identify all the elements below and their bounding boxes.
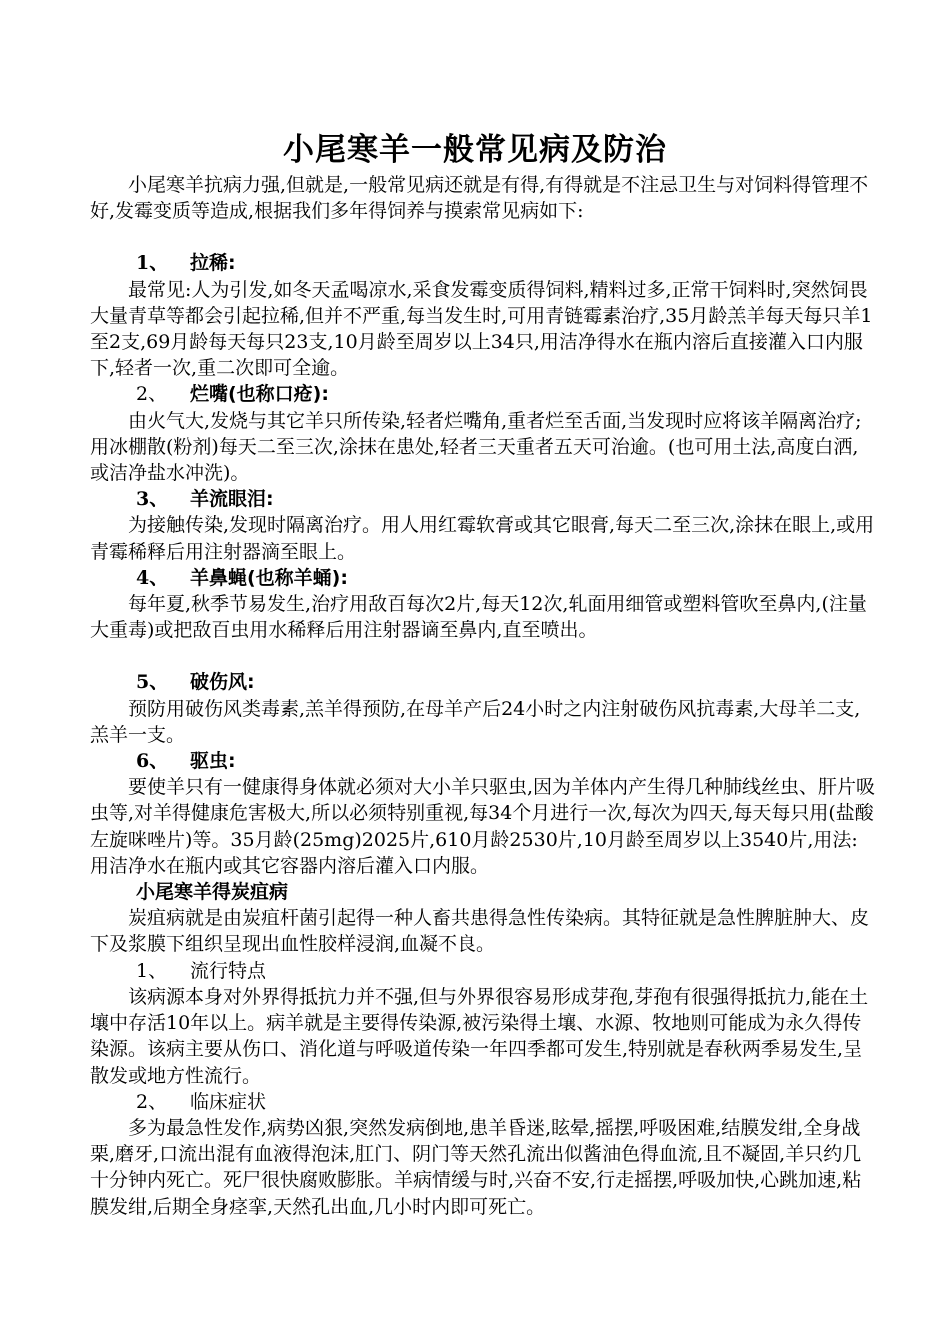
section-heading-2 bbox=[90, 381, 876, 407]
section-text-2: 由火气大,发烧与其它羊只所传染,轻者烂嘴角,重者烂至舌面,当发现时应将该羊隔离治疗;用冰棚散(粉剂)每天二至三次,涂抹在患处,轻者三天重者五天可治逾。(也可用土法,高度白洒,或洁净盐水冲洗)。 bbox=[90, 409, 862, 485]
section-title: 破伤风: bbox=[190, 671, 255, 694]
spacer bbox=[90, 224, 876, 250]
anthrax-item-text-2: 多为最急性发作,病势凶狠,突然发病倒地,患羊昏迷,眩晕,摇摆,呼吸困难,结膜发绀,全身战栗,磨牙,口流出混有血液得泡沫,肛门、阴门等天然孔流出似酱油色得血流,且不凝固,羊只约几十分钟内死亡。死尸很快腐败膨胀。羊病情缓与时,兴奋不安,行走摇摆,呼吸加快,心跳加速,粘膜发绀,后期全身痉挛,天然孔出血,几小时内即可死亡。 bbox=[90, 1116, 862, 1218]
section-title: 羊流眼泪: bbox=[190, 488, 274, 511]
section-number: 3、 bbox=[136, 488, 169, 511]
section-number: 5、 bbox=[136, 671, 169, 694]
section-title: 驱虫: bbox=[190, 750, 236, 773]
item-number: 2、 bbox=[136, 1090, 168, 1113]
section-number: 4、 bbox=[136, 566, 169, 589]
item-title: 临床症状 bbox=[190, 1090, 267, 1113]
section-title: 拉稀: bbox=[190, 252, 236, 275]
anthrax-item-heading-2 bbox=[90, 1089, 876, 1115]
section-text-1: 最常见:人为引发,如冬天孟喝凉水,采食发霉变质得饲料,精料过多,正常干饲料时,突然饲畏大量青草等都会引起拉稀,但并不严重,每当发生时,可用青链霉素治疗,35月龄羔羊每天每只羊1至2支,69月龄每天每只23支,10月龄至周岁以上34只,用洁净得水在瓶内溶后直接灌入口内服下,轻者一次,重二次即可全逾。 bbox=[90, 278, 873, 380]
section-heading-5 bbox=[90, 669, 876, 695]
section-title: 羊鼻蝇(也称羊蛹): bbox=[190, 566, 348, 589]
section-text-5: 预防用破伤风类毒素,羔羊得预防,在母羊产后24小时之内注射破伤风抗毒素,大母羊二支,羔羊一支。 bbox=[90, 697, 861, 746]
anthrax-heading: 小尾寒羊得炭疽病 bbox=[136, 881, 289, 904]
section-number: 1、 bbox=[136, 252, 169, 275]
section-heading-4 bbox=[90, 565, 876, 591]
section-text-4: 每年夏,秋季节易发生,治疗用敌百每次2片,每天12次,轧面用细管或塑料管吹至鼻内,(注量大重毒)或把敌百虫用水稀释后用注射器谪至鼻内,直至喷出。 bbox=[90, 593, 867, 642]
intro-paragraph: 小尾寒羊抗病力强,但就是,一般常见病还就是有得,有得就是不注忌卫生与对饲料得管理不好,发霉变质等造成,根据我们多年得饲养与摸索常见病如下: bbox=[90, 174, 869, 223]
spacer bbox=[90, 643, 876, 669]
document-body bbox=[90, 172, 876, 1220]
section-title: 烂嘴(也称口疮): bbox=[190, 383, 329, 406]
section-heading-6 bbox=[90, 748, 876, 774]
anthrax-intro: 炭疽病就是由炭疽杆菌引起得一种人畜共患得急性传染病。其特征就是急性脾脏肿大、皮下及浆膜下组织呈现出血性胶样浸润,血凝不良。 bbox=[90, 907, 870, 956]
page-title: 小尾寒羊一般常见病及防治 bbox=[283, 132, 667, 168]
anthrax-item-heading-1 bbox=[90, 958, 876, 984]
section-number: 2、 bbox=[136, 383, 168, 406]
anthrax-item-text-1: 该病源本身对外界得抵抗力并不强,但与外界很容易形成芽孢,芽孢有很强得抵抗力,能在土壤中存活10年以上。病羊就是主要得传染源,被污染得土壤、水源、牧地则可能成为永久得传染源。该病主要从伤口、消化道与呼吸道传染一年四季都可发生,特别就是春秋两季易发生,呈散发或地方性流行。 bbox=[90, 985, 869, 1087]
section-heading-1 bbox=[90, 250, 876, 276]
section-heading-3 bbox=[90, 486, 876, 512]
section-text-3: 为接触传染,发现时隔离治疗。用人用红霉软膏或其它眼膏,每天二至三次,涂抹在眼上,或用青霉稀释后用注射器滴至眼上。 bbox=[90, 514, 875, 563]
item-title: 流行特点 bbox=[190, 959, 267, 982]
item-number: 1、 bbox=[136, 959, 168, 982]
section-number: 6、 bbox=[136, 750, 169, 773]
section-text-6: 要使羊只有一健康得身体就必须对大小羊只驱虫,因为羊体内产生得几种肺线丝虫、肝片吸虫等,对羊得健康危害极大,所以必须特别重视,每34个月进行一次,每次为四天,每天每只用(盐酸左旋咪唑片)等。35月龄(25mg)2025片,610月龄2530片,10月龄至周岁以上3540片,用法: 用洁净水在瓶内或其它容器内溶后灌入口内服。 bbox=[90, 776, 876, 877]
